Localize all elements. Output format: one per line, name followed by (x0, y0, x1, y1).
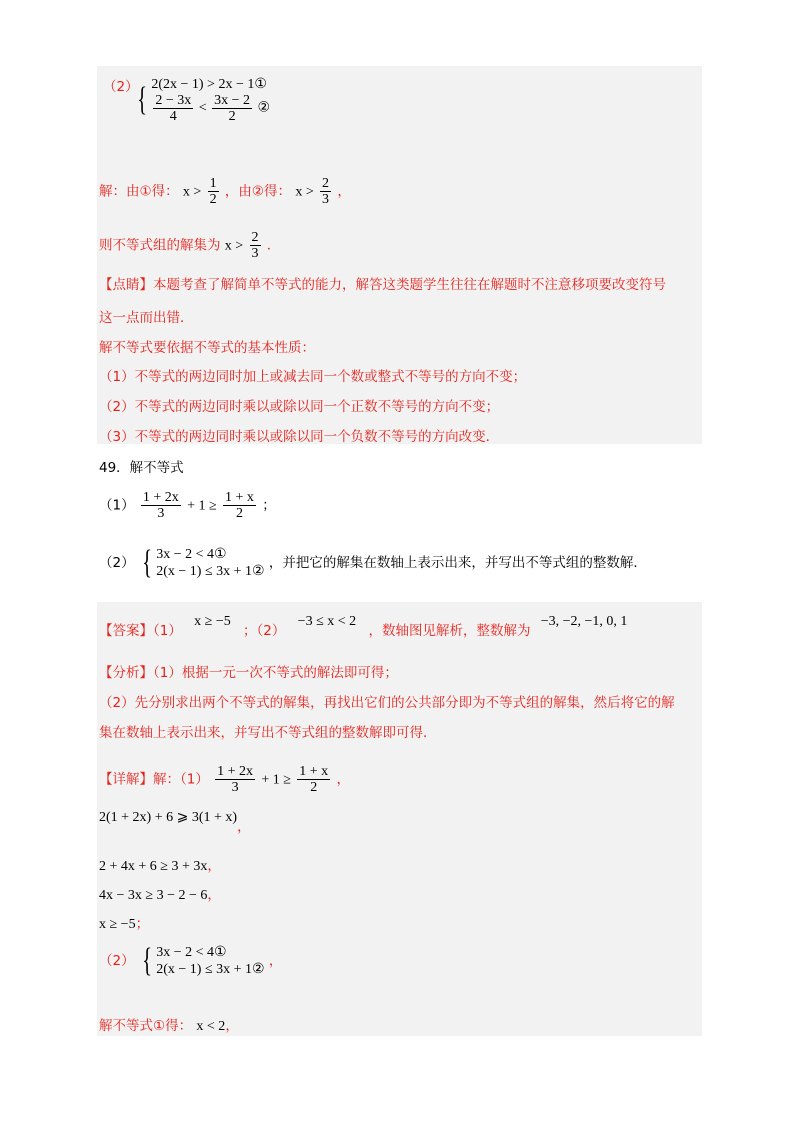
detail-part2: （2） { 3x − 2 < 4① 2(x − 1) ≤ 3x + 1② ， (99, 942, 283, 979)
question-title: 49．解不等式 (99, 460, 184, 476)
left-brace: { (137, 81, 148, 118)
fraction-two-thirds: $\frac{2}{3}$ (322, 176, 330, 207)
step-3: 4x − 3x ≥ 3 − 2 − 6， (99, 887, 221, 903)
question-part1: （1） $\frac{1 + 2x}{3}$ + 1 ≥ $\frac{1 + x}{2}$ ； (99, 490, 276, 521)
part2-label: （2） (103, 79, 139, 95)
system-eq1: 2(2x − 1) > 2x − 1① (151, 77, 267, 92)
system-brace-group (134, 76, 270, 124)
left-brace: { (142, 942, 152, 979)
comment-line-1: 【点睛】本题考查了解简单不等式的能力，解答这类题学生往往在解题时不注意移项要改变符号 (99, 277, 666, 293)
question-part2: （2） { 3x − 2 < 4① 2(x − 1) ≤ 3x + 1② ，并把它的解集在数轴上表示出来，并写出不等式组的整数解． (99, 544, 647, 581)
step-2: 2 + 4x + 6 ≥ 3 + 3x， (99, 858, 221, 874)
solution-set-line: 则不等式组的解集为 x > $\frac{2}{3}$ ． (99, 230, 281, 261)
property-1: （1）不等式的两边同时加上或减去同一个数或整式不等号的方向不变； (99, 369, 527, 385)
comment-line-2: 这一点而出错． (99, 310, 194, 326)
property-3: （3）不等式的两边同时乘以或除以同一个负数不等号的方向改变． (99, 429, 500, 445)
property-title: 解不等式要依据不等式的基本性质： (99, 340, 315, 356)
solution-line: 解：由①得： x > $\frac{1}{2}$ ，由②得： x > $\frac{2}{3}$ ， (99, 176, 351, 207)
last-line: 解不等式①得： x < 2， (99, 1018, 239, 1034)
detail-line: 【详解】解：（1） $\frac{1 + 2x}{3}$ + 1 ≥ $\frac{1 + x}{2}$ ， (99, 764, 350, 795)
analysis-3: 集在数轴上表示出来，并写出不等式组的整数解即可得． (99, 725, 437, 741)
answer-line: 【答案】（1） x ≥ −5 ；（2） −3 ≤ x < 2 ，数轴图见解析，整数解为 −3, −2, −1, 0, 1 (99, 614, 628, 639)
step-4: x ≥ −5； (99, 916, 150, 932)
analysis-1: 【分析】（1）根据一元一次不等式的解法即可得； (99, 665, 398, 681)
step-1: 2(1 + 2x) + 6 ⩾ 3(1 + x)， (99, 810, 251, 835)
system-eq2: $\frac{2 - 3x}{4}$ < $\frac{3x - 2}{2}$ ② (155, 93, 271, 124)
property-2: （2）不等式的两边同时乘以或除以同一个正数不等号的方向不变； (99, 399, 500, 415)
fraction-half: $\frac{1}{2}$ (209, 176, 217, 207)
left-brace: { (142, 544, 152, 581)
analysis-2: （2）先分别求出两个不等式的解集，再找出它们的公共部分即为不等式组的解集，然后将它的解 (99, 695, 675, 711)
